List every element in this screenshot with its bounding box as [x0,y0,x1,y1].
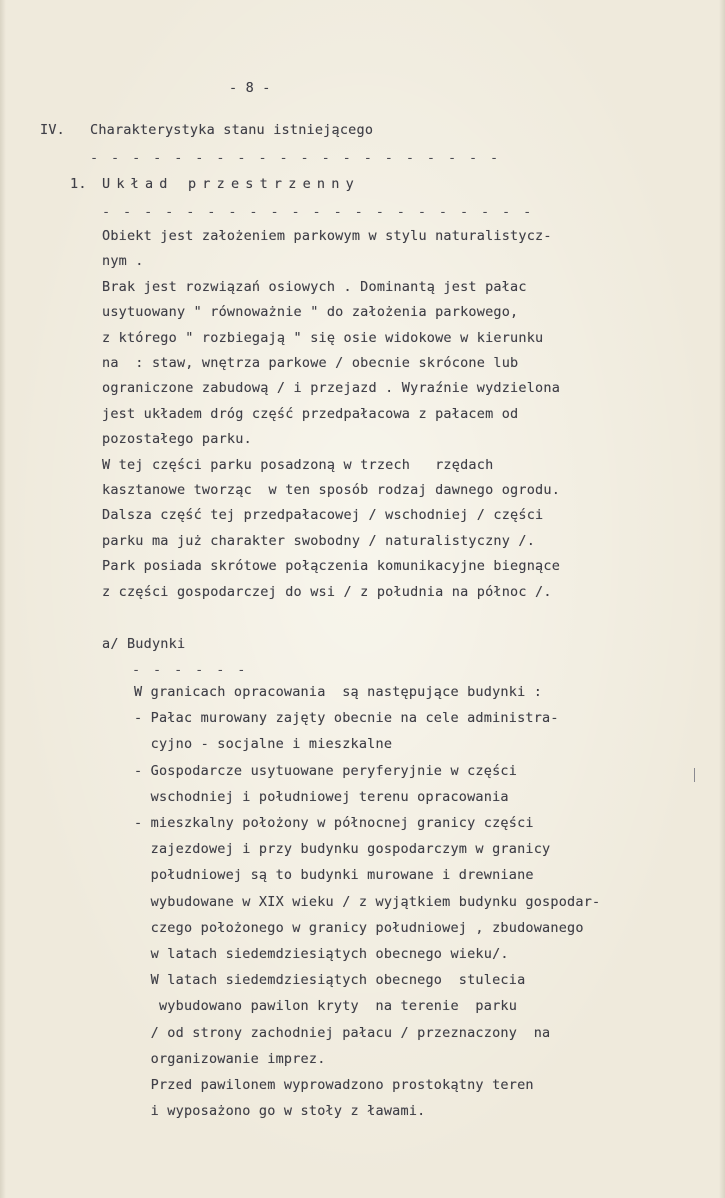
subsection-title: Układ przestrzenny [102,176,360,192]
text-line: cyjno - socjalne i mieszkalne [134,736,393,753]
text-line: - mieszkalny położony w północnej granicy części [134,815,534,831]
section-title-underline: - - - - - - - - - - - - - - - - - - - - [90,150,501,166]
text-line: na : staw, wnętrza parkowe / obecnie skrócone lub [102,355,519,371]
subsection-title-underline: - - - - - - - - - - - - - - - - - - - - - [102,204,534,220]
text-line: Brak jest rozwiązań osiowych . Dominantą jest pałac [102,278,527,295]
text-line: z części gospodarczej do wsi / z południa na północ /. [102,583,552,600]
text-line: i wyposażono go w stoły z ławami. [134,1103,426,1120]
text-line: Park posiada skrótowe połączenia komunikacyjne biegnące [102,558,561,575]
page-edge-left [0,0,6,1198]
text-line: W granicach opracowania są następujące budynki : [134,684,543,700]
page-edge-right [719,0,725,1198]
text-line: ograniczone zabudową / i przejazd . Wyraźnie wydzielona [102,380,561,397]
text-line: wybudowano pawilon kryty na terenie parku [134,998,518,1015]
section-numeral: IV. [40,122,65,138]
text-line: południowej są to budynki murowane i drewniane [134,867,534,884]
text-line: w latach siedemdziesiątych obecnego wieku/. [134,946,509,962]
text-line: - Pałac murowany zajęty obecnie na cele administra- [134,710,559,727]
text-line: jest układem dróg część przedpałacowa z pałacem od [102,405,519,422]
page-number: - 8 - [229,80,271,96]
text-line: / od strony zachodniej pałacu / przeznaczony na [134,1024,551,1041]
section-title: Charakterystyka stanu istniejącego [90,122,374,138]
text-line: parku ma już charakter swobodny / naturalistyczny /. [102,532,536,549]
text-line: Obiekt jest założeniem parkowym w stylu naturalistycz- [102,228,552,244]
text-line: usytuowany " równoważnie " do założenia parkowego, [102,304,519,321]
text-line: Dalsza część tej przedpałacowej / wschodniej / części [102,507,544,524]
item-a-underline: - - - - - - [132,662,248,678]
margin-pencil-mark [694,768,695,782]
subsection-number: 1. [70,176,87,192]
text-line: - Gospodarcze usytuowane peryferyjnie w części [134,762,518,779]
text-line: pozostałego parku. [102,431,252,448]
item-a-label: a/ Budynki [102,636,186,652]
text-line: zajezdowej i przy budynku gospodarczym w granicy [134,841,551,858]
text-line: wschodniej i południowej terenu opracowania [134,788,509,805]
text-line: nym . [102,253,144,270]
text-line: organizowanie imprez. [134,1050,326,1067]
text-line: Przed pawilonem wyprowadzono prostokątny teren [134,1077,534,1093]
text-line: kasztanowe tworząc w ten sposób rodzaj dawnego ogrodu. [102,482,561,498]
text-line: W tej części parku posadzoną w trzech rzędach [102,456,494,473]
text-line: W latach siedemdziesiątych obecnego stulecia [134,972,526,989]
text-line: z którego " rozbiegają " się osie widokowe w kierunku [102,329,544,346]
text-line: wybudowane w XIX wieku / z wyjątkiem budynku gospodar- [134,893,601,910]
text-line: czego położonego w granicy południowej , zbudowanego [134,919,584,936]
